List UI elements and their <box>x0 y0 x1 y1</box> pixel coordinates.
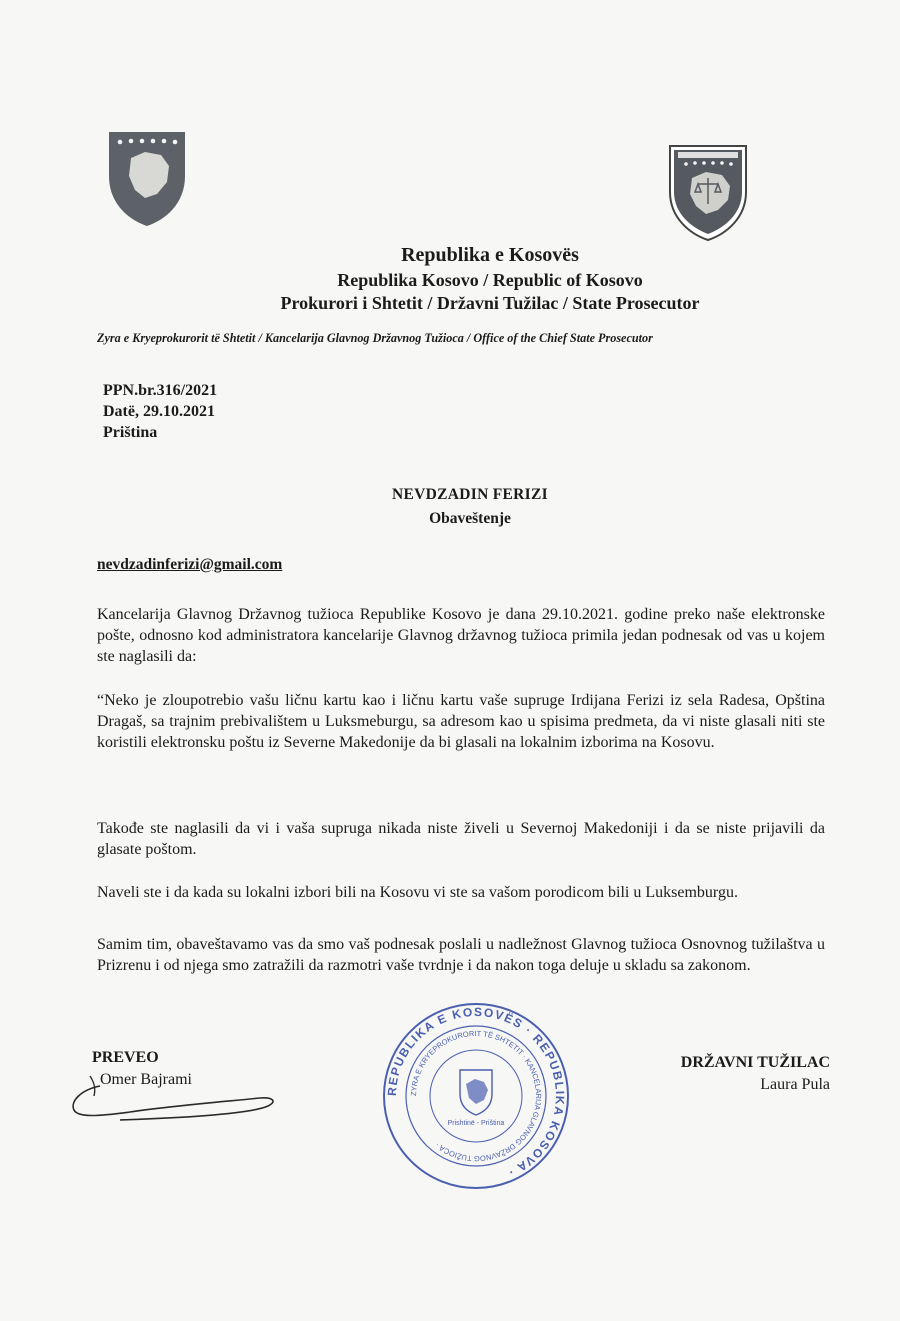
state-prosecutor-emblem-icon <box>668 142 748 242</box>
office-line: Zyra e Kryeprokurorit të Shtetit / Kancelarija Glavnog Državnog Tužioca / Office of the Chief State Prosecutor <box>97 331 653 345</box>
document-city: Priština <box>103 424 158 441</box>
body-paragraph-3: Takođe ste naglasili da vi i vaša supruga nikada niste živeli u Severnoj Makedoniji i da se niste prijavili da glasate poštom. <box>97 820 825 858</box>
header-line-2: Republika Kosovo / Republic of Kosovo <box>337 270 643 290</box>
recipient-email: nevdzadinferizi@gmail.com <box>97 556 283 573</box>
header-line-1: Republika e Kosovës <box>401 244 579 266</box>
document-date: Datë, 29.10.2021 <box>103 403 215 420</box>
prosecutor-role: DRŽAVNI TUŽILAC <box>680 1054 830 1071</box>
official-stamp-icon <box>380 1000 572 1192</box>
document-meta <box>103 380 217 443</box>
body-paragraph-5: Samim tim, obaveštavamo vas da smo vaš podnesak poslali u nadležnost Glavnog tužioca Osnovnog tužilaštva u Prizrenu i od njega smo zatražili da razmotri vaše tvrdnje i da nakon toga deluje u skladu sa zakonom. <box>97 936 825 974</box>
recipient-name: NEVDZADIN FERIZI <box>392 486 548 503</box>
body-paragraph-1: Kancelarija Glavnog Državnog tužioca Republike Kosovo je dana 29.10.2021. godine preko naše elektronske pošte, odnosno kod administratora kancelarije Glavnog državnog tužioca primila jedan podnesak od vas u kojem ste naglasili da: <box>97 606 825 665</box>
stamp-inner-text: ZYRA E KRYEPROKURORIT TË SHTETIT · KANCELARIJA GLAVNOG DRŽAVNOG TUŽIOCA · <box>408 1028 544 1164</box>
reference-number: PPN.br.316/2021 <box>103 382 218 399</box>
document-subject: Obaveštenje <box>429 510 511 527</box>
translator-name: Omer Bajrami <box>100 1071 192 1088</box>
stamp-outer-text: REPUBLIKA E KOSOVËS · REPUBLIKA KOSOVA · <box>384 1004 568 1181</box>
translator-role: PREVEO <box>92 1049 159 1066</box>
prosecutor-name: Laura Pula <box>760 1076 830 1093</box>
body-paragraph-2: “Neko je zloupotrebio vašu ličnu kartu kao i ličnu kartu vaše supruge Irdijana Ferizi iz sela Radesa, Opština Dragaš, sa trajnim prebivalištem u Luksmeburgu, sa adresom kao u spisima predmeta, da vi niste glasali niti ste koristili elektronsku poštu iz Severne Makedonije da bi glasali na lokalnim izborima na Kosovu. <box>97 692 825 751</box>
header-line-3: Prokurori i Shtetit / Državni Tužilac / State Prosecutor <box>280 293 700 313</box>
kosovo-coat-of-arms-icon <box>107 128 187 228</box>
stamp-city: Prishtinë - Priština <box>447 1120 505 1127</box>
body-paragraph-4: Naveli ste i da kada su lokalni izbori bili na Kosovu vi ste sa vašom porodicom bili u Luksemburgu. <box>97 884 738 901</box>
handwritten-signature-icon <box>60 1068 290 1128</box>
prosecutor-signature-block <box>620 1052 830 1096</box>
